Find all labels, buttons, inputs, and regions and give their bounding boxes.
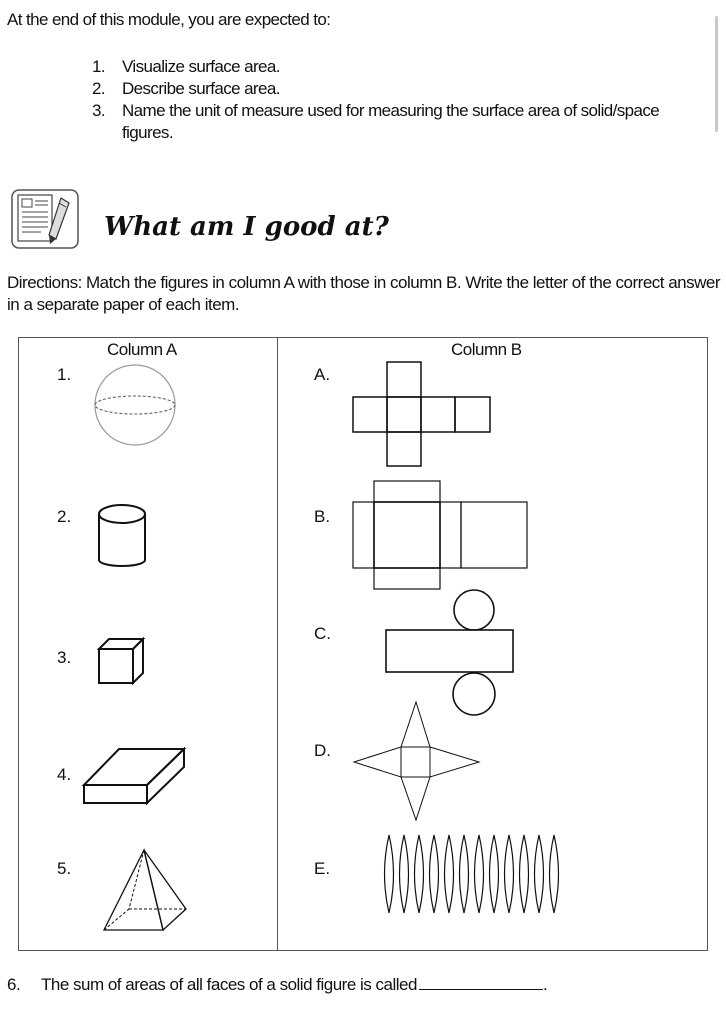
sphere-net-gore xyxy=(535,835,544,913)
sphere-net-gore xyxy=(385,835,394,913)
directions-text: Directions: Match the figures in column A with those in column B. Write the letter of the correct answer in a separate paper of each item. xyxy=(7,273,721,314)
square-pyramid-net-figure xyxy=(352,700,482,822)
column-b-label: E. xyxy=(314,859,331,878)
question-text: The sum of areas of all faces of a solid figure is called xyxy=(41,975,417,994)
answer-blank[interactable] xyxy=(419,975,543,990)
objective-number: 1. xyxy=(92,57,105,76)
column-a-label: 2. xyxy=(57,507,72,526)
sphere-net-gore xyxy=(445,835,454,913)
sphere-net-gore xyxy=(430,835,439,913)
sphere-net-gore xyxy=(490,835,499,913)
column-a-label: 3. xyxy=(57,648,72,667)
objectives-list xyxy=(92,56,712,144)
sphere-net-gore xyxy=(415,835,424,913)
cylinder-net-figure xyxy=(384,588,516,718)
sphere-net-gore xyxy=(550,835,559,913)
intro-text: At the end of this module, you are expected to: xyxy=(7,10,331,29)
rectangular-prism-figure xyxy=(81,745,187,807)
worksheet-pencil-icon xyxy=(11,189,79,249)
column-b-header: Column B xyxy=(451,340,522,359)
objective-item xyxy=(92,100,712,144)
objective-item xyxy=(92,78,712,100)
column-b-label: B. xyxy=(314,507,331,526)
question-end: . xyxy=(542,975,548,994)
objective-number: 2. xyxy=(92,79,105,98)
cube-net-figure xyxy=(351,360,493,468)
column-a-label: 4. xyxy=(57,765,72,784)
sphere-net-gore xyxy=(505,835,514,913)
column-b-label: D. xyxy=(314,741,331,760)
column-a-label: 1. xyxy=(57,365,72,384)
column-a-label: 5. xyxy=(57,859,72,878)
objective-text: Visualize surface area. xyxy=(122,57,280,76)
column-b-label: A. xyxy=(314,365,331,384)
cube-figure xyxy=(96,635,146,687)
objective-text: Describe surface area. xyxy=(122,79,280,98)
sphere-net-gore xyxy=(460,835,469,913)
rectangular-prism-net-figure xyxy=(351,479,529,591)
cylinder-figure xyxy=(95,502,149,568)
matching-table xyxy=(18,337,708,951)
column-b-label: C. xyxy=(314,624,331,643)
objective-text: Name the unit of measure used for measuring the surface area of solid/space figures. xyxy=(122,101,660,142)
question-number: 6. xyxy=(7,975,21,994)
scrollbar[interactable] xyxy=(715,16,718,132)
question-6 xyxy=(7,975,547,995)
sphere-net-gore xyxy=(520,835,529,913)
section-title: What am I good at? xyxy=(104,212,389,242)
sphere-net-figure xyxy=(381,831,573,917)
column-divider xyxy=(277,338,278,950)
sphere-figure xyxy=(92,362,178,448)
objective-number: 3. xyxy=(92,101,105,120)
square-pyramid-figure xyxy=(101,847,189,935)
sphere-net-gore xyxy=(400,835,409,913)
objective-item xyxy=(92,56,712,78)
sphere-net-gore xyxy=(475,835,484,913)
column-a-header: Column A xyxy=(107,340,177,359)
